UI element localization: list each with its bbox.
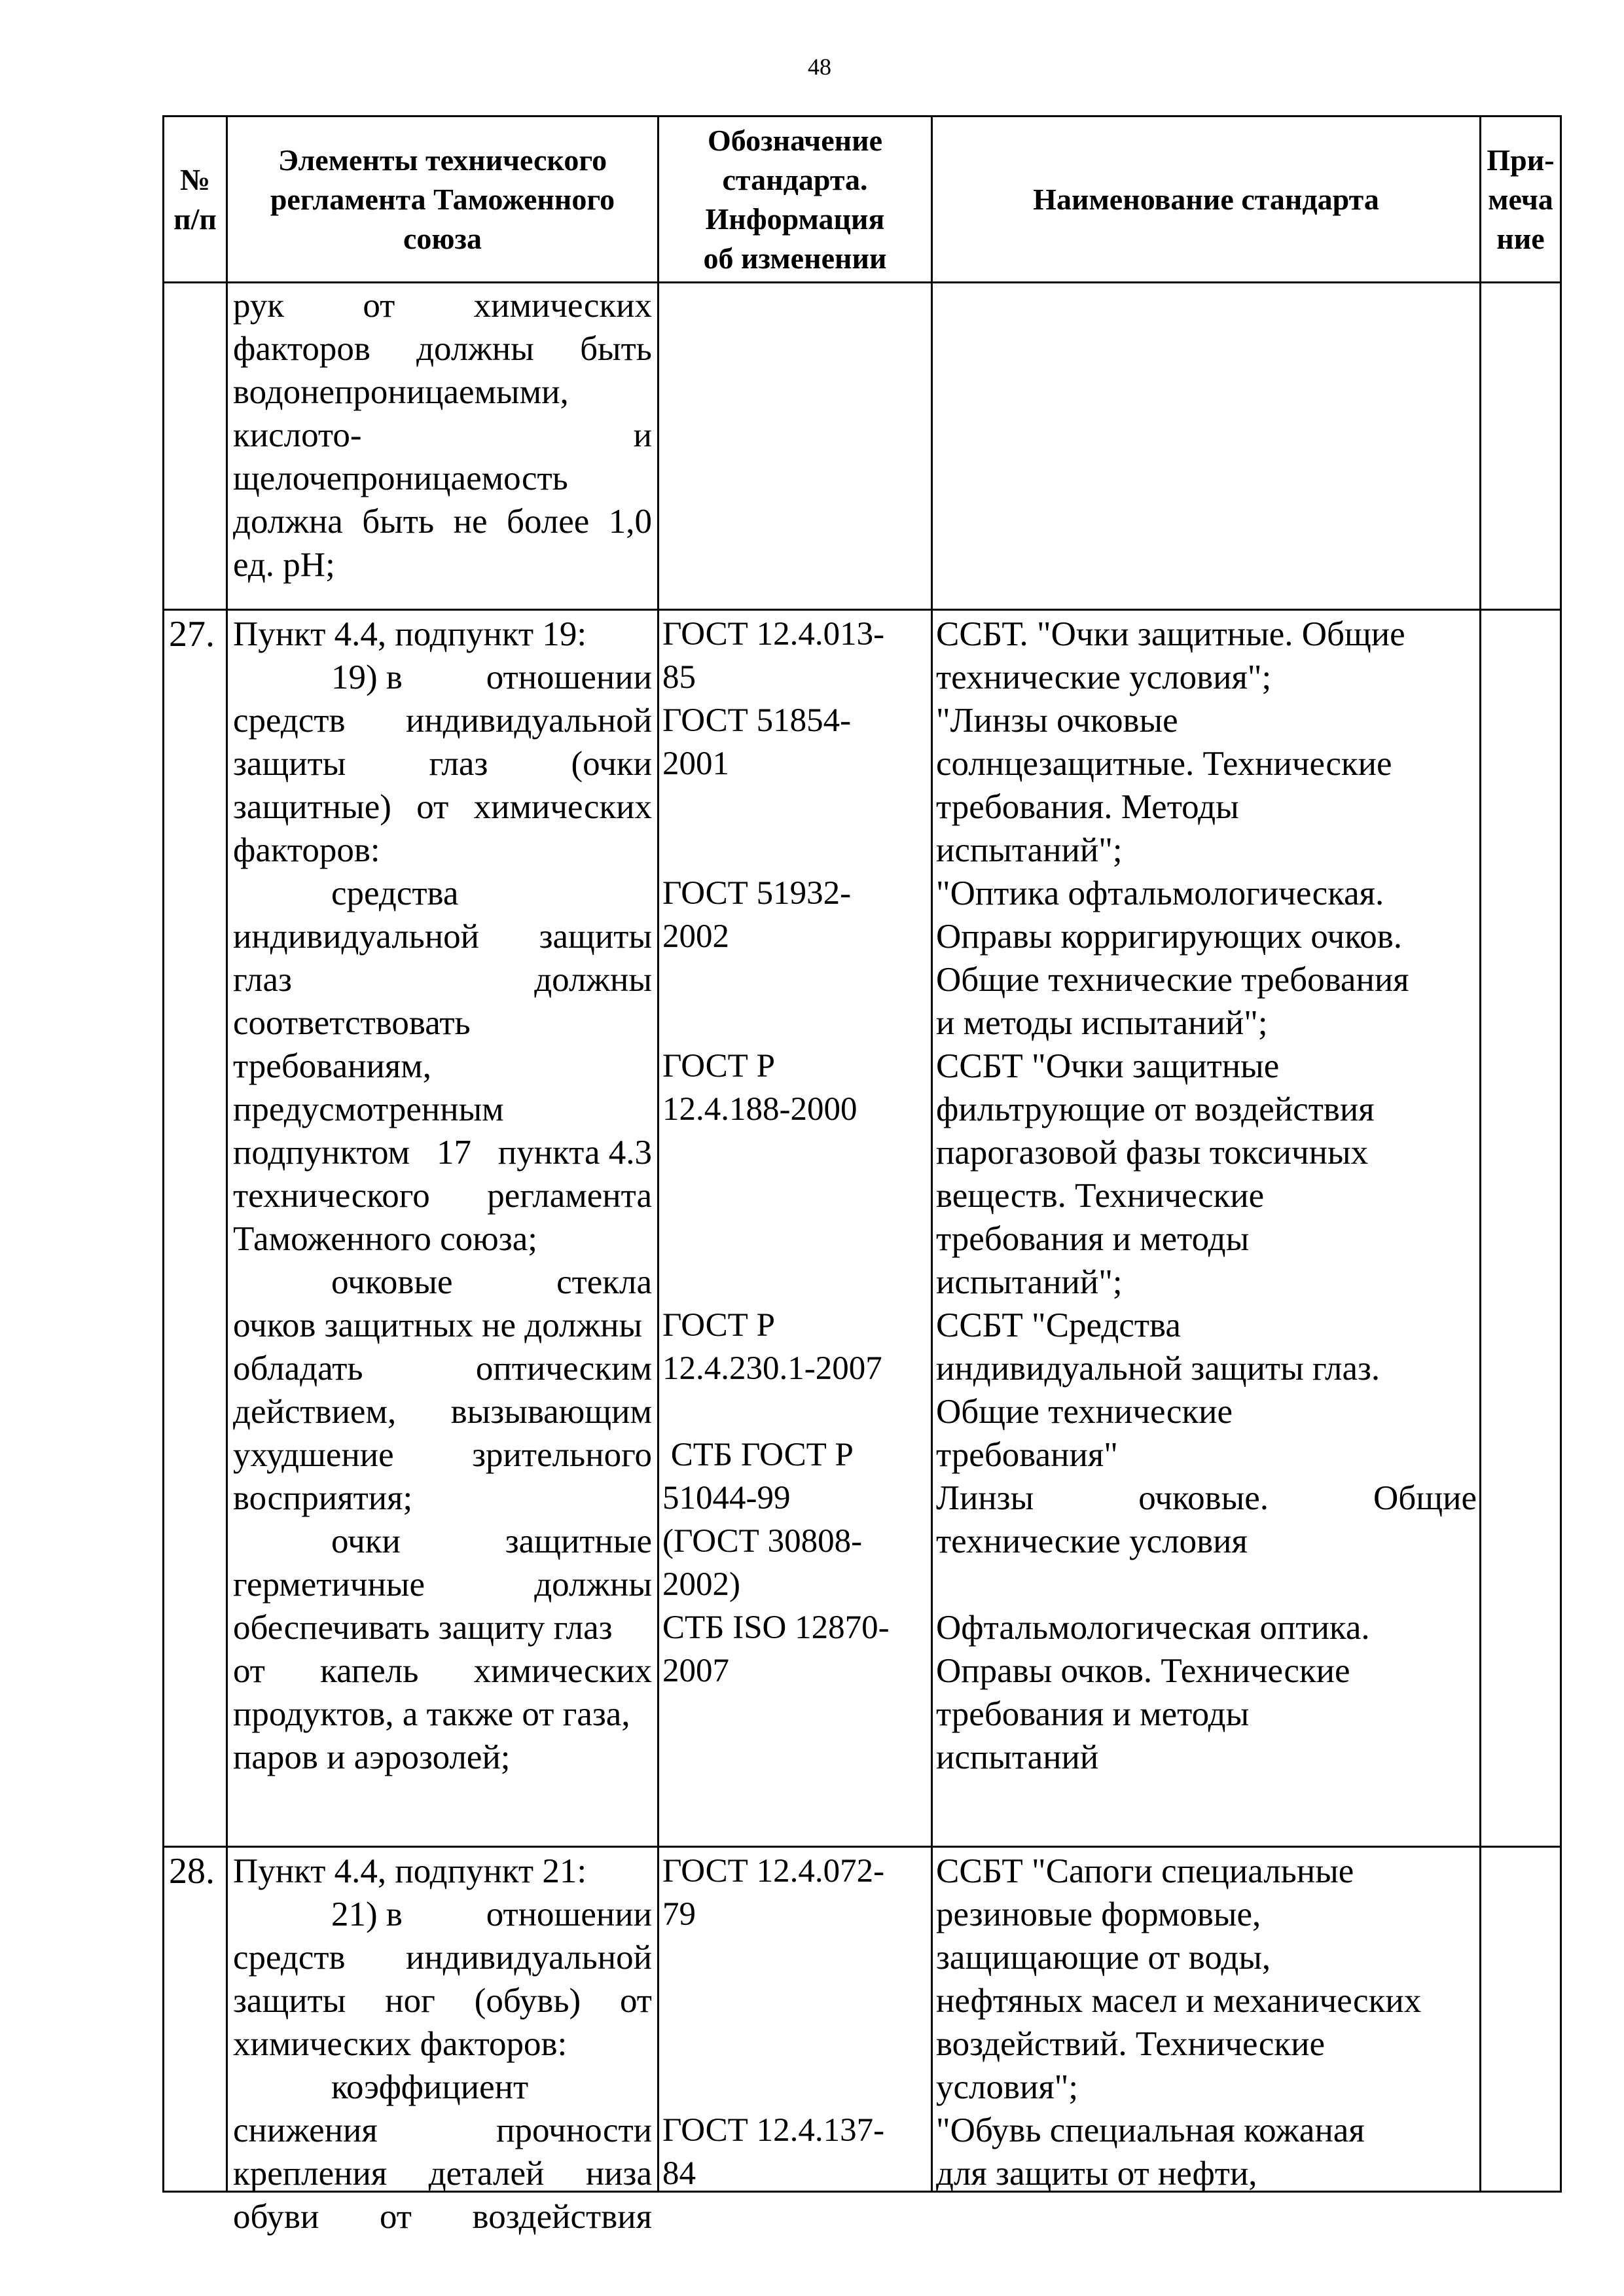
row-number: 27. <box>169 614 215 655</box>
column-divider <box>226 115 228 2193</box>
row-28-elements: Пункт 4.4, подпункт 21: 21) в отношении средств индивидуальной защиты ног (обувь) от химических факторов: коэффициент снижения прочности крепления деталей низа обуви от воздействия <box>233 1852 652 2236</box>
row-27-elements: Пункт 4.4, подпункт 19: 19) в отношении средств индивидуальной защиты глаз (очки защитные) от химических факторов: средства индивидуальной защиты глаз должны соответствовать требованиям, предусмотренным подпунктом 17 пункта 4.3 технического регламента Таможенного союза; очковые стекла очков защитных не должны обладать оптическим действием, вызывающим ухудшение зрительного восприятия; очки защитные герметичные должны обеспечивать защиту глаз от капель химических продуктов, а также от газа, паров и аэрозолей; <box>233 615 652 1776</box>
column-divider <box>1479 115 1481 2193</box>
row-divider <box>162 281 1562 283</box>
column-divider <box>657 115 659 2193</box>
row-continuation-elements: рук от химических факторов должны быть водонепроницаемыми, кислото- и щелочепроницаемость должна быть не более 1,0 ед. pH; <box>233 287 652 584</box>
header-elements: Элементы технического регламента Таможенного союза <box>270 143 615 255</box>
row-28-designations: ГОСТ 12.4.072- 79 ГОСТ 12.4.137- 84 <box>662 1853 885 2192</box>
row-divider <box>162 1846 1562 1848</box>
row-27-standard-names: ССБТ. "Очки защитные. Общие технические условия"; "Линзы очковые солнцезащитные. Технические требования. Методы испытаний"; "Оптика офтальмологическая. Оправы корригирующих очков. Общие технические требования и методы испытаний"; ССБТ "Очки защитные фильтрующие от воздействия парогазовой фазы токсичных веществ. Технические требования и методы испытаний"; ССБТ "Средства индивидуальной защиты глаз. Общие технические требования" Линзы очковые. Общие технические условия Офтальмологическая оптика. Оправы очков. Технические требования и методы испытаний <box>936 615 1477 1776</box>
page-number: 48 <box>808 54 831 80</box>
header-notes: При- меча ние <box>1487 143 1555 255</box>
header-standard-name: Наименование стандарта <box>1033 182 1379 216</box>
row-27-designations: ГОСТ 12.4.013- 85 ГОСТ 51854- 2001 ГОСТ 51932- 2002 ГОСТ Р 12.4.188-2000 ГОСТ Р 12.4.230.1-2007 СТБ ГОСТ Р 51044-99 (ГОСТ 30808- 2002) СТБ ISO 12870- 2007 <box>662 616 890 1689</box>
row-number: 28. <box>169 1851 215 1892</box>
header-number: № п/п <box>173 162 217 236</box>
column-divider <box>931 115 933 2193</box>
row-28-standard-names: ССБТ "Сапоги специальные резиновые формовые, защищающие от воды, нефтяных масел и механических воздействий. Технические условия"; "Обувь специальная кожаная для защиты от нефти, <box>936 1852 1422 2193</box>
justified-name-line: Линзы очковые. Общие <box>936 1479 1477 1517</box>
row-divider <box>162 609 1562 611</box>
header-designation: Обозначение стандарта. Информация об изменении <box>703 123 887 275</box>
